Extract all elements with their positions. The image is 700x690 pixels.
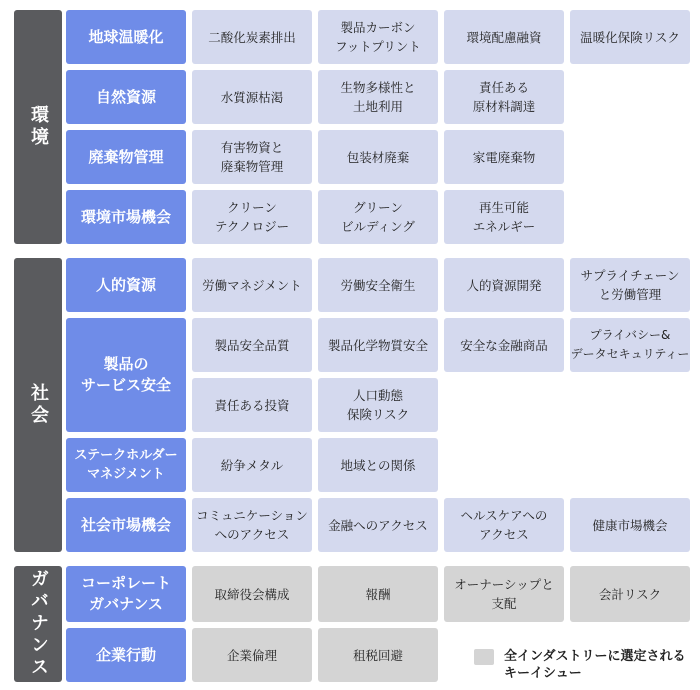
pillar-governance [14,566,62,682]
issue-electronic-waste: 家電廃棄物 [444,130,564,184]
legend [474,648,685,682]
issue-environmental-financing: 環境配慮融資 [444,10,564,64]
issue-supply-chain-labor: サプライチェーン と労働管理 [570,258,690,312]
theme-social-opportunities: 社会市場機会 [66,498,186,552]
theme-human-capital: 人的資源 [66,258,186,312]
issue-product-carbon-footprint: 製品カーボン フットプリント [318,10,438,64]
theme-environmental-opportunities: 環境市場機会 [66,190,186,244]
issue-demographic-risk: 人口動態 保険リスク [318,378,438,432]
issue-community-relations: 地域との関係 [318,438,438,492]
issue-packaging-waste: 包装材廃棄 [318,130,438,184]
issue-green-building: グリーン ビルディング [318,190,438,244]
issue-clean-tech: クリーン テクノロジー [192,190,312,244]
theme-stakeholder-opposition: ステークホルダー マネジメント [66,438,186,492]
issue-access-to-communications: コミュニケーション へのアクセス [192,498,312,552]
issue-chemical-safety: 製品化学物質安全 [318,318,438,372]
issue-health-opportunities: 健康市場機会 [570,498,690,552]
issue-carbon-emissions: 二酸化炭素排出 [192,10,312,64]
issue-health-safety: 労働安全衛生 [318,258,438,312]
issue-ownership-control: オーナーシップと 支配 [444,566,564,622]
issue-privacy-data-security: プライバシー& データセキュリティー [570,318,690,372]
issue-biodiversity-land-use: 生物多様性と 土地利用 [318,70,438,124]
issue-controversial-sourcing: 紛争メタル [192,438,312,492]
pillar-social-label: 社会 [28,383,49,427]
issue-water-stress: 水質源枯渇 [192,70,312,124]
pillar-social [14,258,62,552]
issue-financial-product-safety: 安全な金融商品 [444,318,564,372]
issue-access-to-healthcare: ヘルスケアへの アクセス [444,498,564,552]
pillar-environment-label: 環境 [28,105,49,149]
issue-human-capital-development: 人的資源開発 [444,258,564,312]
issue-accounting: 会計リスク [570,566,690,622]
issue-access-to-finance: 金融へのアクセス [318,498,438,552]
legend-label: 全インダストリーに選定される キーイシュー [504,649,686,681]
theme-waste-management: 廃棄物管理 [66,130,186,184]
issue-pay: 報酬 [318,566,438,622]
issue-renewable-energy: 再生可能 エネルギー [444,190,564,244]
issue-toxic-emissions-waste: 有害物資と 廃棄物管理 [192,130,312,184]
theme-corporate-governance: コーポレート ガバナンス [66,566,186,622]
pillar-governance-label: ガバナンス [28,569,49,679]
issue-raw-material-sourcing: 責任ある 原材料調達 [444,70,564,124]
theme-corporate-behavior: 企業行動 [66,628,186,682]
issue-business-ethics: 企業倫理 [192,628,312,682]
theme-product-liability: 製品の サービス安全 [66,318,186,432]
issue-tax-transparency: 租税回避 [318,628,438,682]
issue-climate-insurance-risk: 温暖化保険リスク [570,10,690,64]
issue-product-safety-quality: 製品安全品質 [192,318,312,372]
issue-labor-management: 労働マネジメント [192,258,312,312]
theme-natural-resources: 自然資源 [66,70,186,124]
pillar-environment [14,10,62,244]
legend-swatch [474,649,494,665]
issue-board: 取締役会構成 [192,566,312,622]
issue-responsible-investment: 責任ある投資 [192,378,312,432]
theme-climate-change: 地球温暖化 [66,10,186,64]
